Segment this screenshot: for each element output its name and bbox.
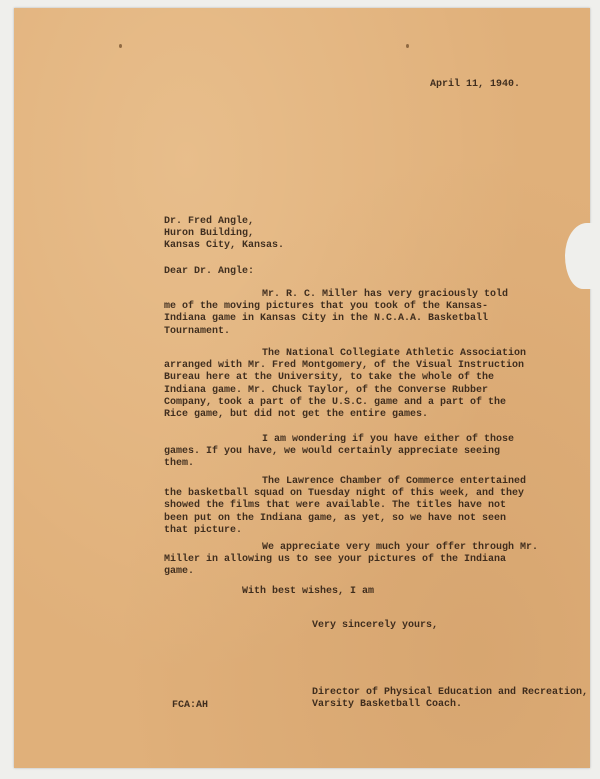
- paragraph-line: Indiana game in Kansas City in the N.C.A.A. Basketball: [164, 313, 489, 325]
- paragraph-line: arranged with Mr. Fred Montgomery, of the Visual Instruction: [164, 360, 525, 372]
- body-paragraph-5: [164, 542, 538, 579]
- inside-address: [164, 216, 284, 253]
- paragraph-line: game.: [164, 566, 195, 578]
- body-paragraph-4: [164, 476, 526, 537]
- body-paragraph-3: [164, 434, 514, 471]
- closing-wish: With best wishes, I am: [242, 586, 375, 597]
- punch-hole: [119, 44, 122, 48]
- paragraph-line: Indiana game. Mr. Chuck Taylor, of the Converse Rubber: [164, 384, 489, 396]
- paragraph-line: Company, took a part of the U.S.C. game and a part of the: [164, 396, 507, 408]
- body-paragraph-2: [164, 348, 526, 421]
- paragraph-line: that picture.: [164, 524, 243, 536]
- complimentary-close: Very sincerely yours,: [312, 620, 439, 631]
- paragraph-line: the basketball squad on Tuesday night of this week, and they: [164, 488, 525, 500]
- paragraph-line: Miller in allowing us to see your pictures of the Indiana: [164, 554, 507, 566]
- paragraph-line: The Lawrence Chamber of Commerce entertained: [262, 476, 527, 487]
- paragraph-line: We appreciate very much your offer through Mr.: [262, 542, 539, 553]
- typist-initials: FCA:AH: [172, 700, 209, 711]
- paragraph-line: I am wondering if you have either of those: [262, 434, 515, 445]
- punch-hole: [406, 44, 409, 48]
- paragraph-line: Rice game, but did not get the entire games.: [164, 409, 429, 421]
- letter-date: April 11, 1940.: [430, 79, 521, 90]
- paragraph-line: games. If you have, we would certainly appreciate seeing: [164, 446, 501, 458]
- paragraph-line: showed the films that were available. The titles have not: [164, 500, 507, 512]
- paragraph-line: me of the moving pictures that you took of the Kansas-: [164, 301, 489, 313]
- paragraph-line: Tournament.: [164, 325, 231, 337]
- paragraph-line: Mr. R. C. Miller has very graciously told: [262, 289, 509, 300]
- paragraph-line: Bureau here at the University, to take the whole of the: [164, 372, 495, 384]
- address-line: Kansas City, Kansas.: [164, 240, 285, 252]
- paragraph-line: been put on the Indiana game, as yet, so we have not seen: [164, 512, 507, 524]
- salutation: Dear Dr. Angle:: [164, 266, 255, 277]
- signature-title: [312, 687, 588, 711]
- address-line: Dr. Fred Angle,: [164, 216, 255, 227]
- signature-title-line: Director of Physical Education and Recreation,: [312, 687, 589, 698]
- body-paragraph-1: [164, 289, 508, 338]
- torn-edge: [565, 223, 600, 289]
- paragraph-line: The National Collegiate Athletic Association: [262, 348, 527, 359]
- paragraph-line: them.: [164, 458, 195, 470]
- letter-page: [14, 8, 590, 768]
- address-line: Huron Building,: [164, 228, 255, 240]
- signature-title-line: Varsity Basketball Coach.: [312, 699, 463, 711]
